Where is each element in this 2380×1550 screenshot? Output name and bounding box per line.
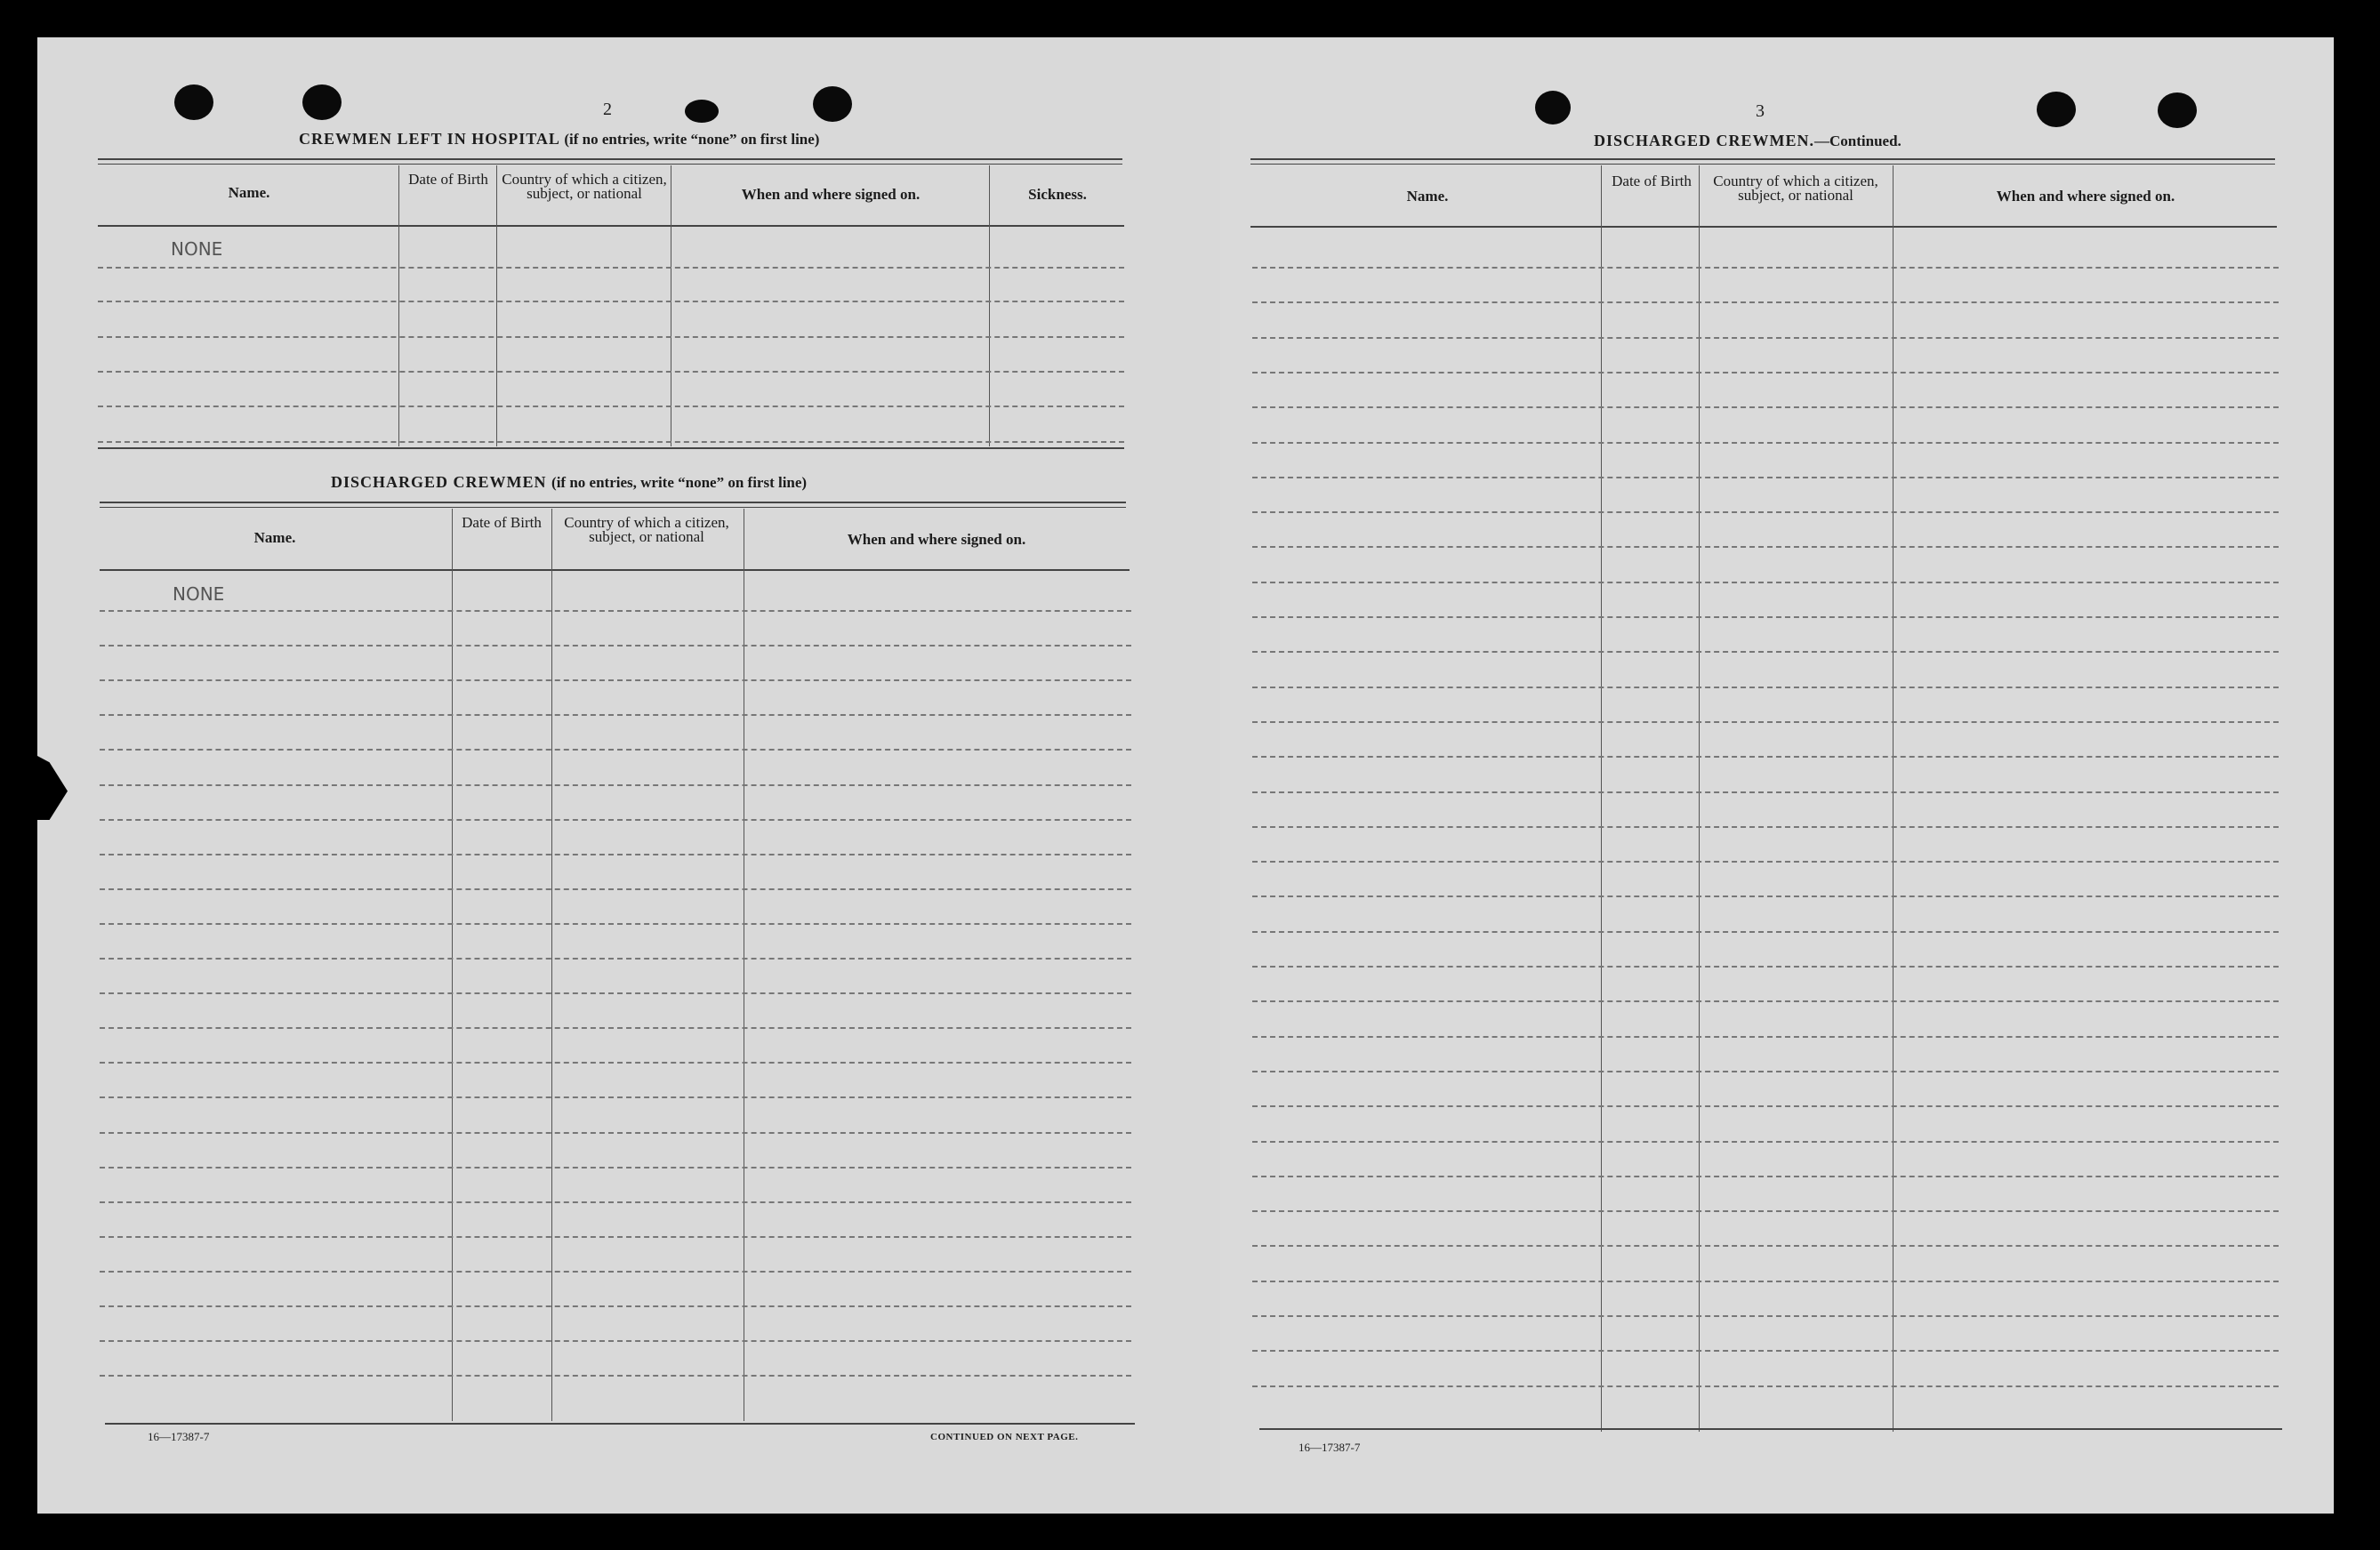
discharged-section-title: DISCHARGED CREWMEN (if no entries, write “none” on first line) [331, 473, 808, 491]
col-header-signed-on: When and where signed on. [847, 531, 1026, 548]
continued-note: CONTINUED ON NEXT PAGE. [930, 1432, 1079, 1442]
form-number-left: 16—17387-7 [148, 1430, 210, 1443]
entry-line [1252, 1071, 2279, 1072]
entry-line [1252, 406, 2279, 408]
entry-line [1252, 1385, 2279, 1387]
entry-line [1252, 511, 2279, 513]
table-top-rule [100, 507, 1126, 508]
entry-line [1252, 1315, 2279, 1317]
entry-line [1252, 1176, 2279, 1177]
entry-line [100, 1340, 1131, 1342]
entry-line [1252, 1000, 2279, 1002]
page-number-right: 3 [1756, 101, 1765, 121]
hospital-section-title: CREWMEN LEFT IN HOSPITAL (if no entries, write “none” on first line) [299, 130, 820, 148]
entry-line [1252, 616, 2279, 618]
entry-line [1252, 861, 2279, 863]
col-header-date-of-birth: Date of Birth [1612, 173, 1692, 189]
entry-line [100, 923, 1131, 925]
entry-line [100, 1375, 1131, 1377]
entry-line [100, 1027, 1131, 1029]
entry-line [1252, 895, 2279, 897]
entry-line [1252, 1281, 2279, 1282]
table-top-rule [100, 502, 1126, 503]
table-top-rule [1250, 158, 2275, 160]
entry-line [100, 854, 1131, 855]
column-divider [398, 165, 399, 446]
col-header-name: Name. [253, 529, 296, 546]
entry-line [1252, 1210, 2279, 1212]
entry-line [1252, 687, 2279, 688]
col-header-signed-on: When and where signed on. [1996, 188, 2175, 205]
entry-line [100, 714, 1131, 716]
column-divider [989, 165, 990, 446]
column-divider [1699, 165, 1700, 1432]
entry-line [100, 1305, 1131, 1307]
column-divider [496, 165, 497, 446]
entry-line [98, 267, 1124, 269]
header-rule [100, 569, 1130, 571]
table-top-rule [1250, 164, 2275, 165]
entry-line [98, 301, 1124, 302]
entry-line [1252, 582, 2279, 583]
col-header-country: Country of which a citizen, subject, or national [564, 514, 729, 545]
punch-hole [813, 86, 852, 122]
col-header-name: Name. [228, 184, 270, 201]
entry-line [100, 992, 1131, 994]
punch-hole [2037, 92, 2076, 127]
entry-line [1252, 477, 2279, 478]
entry-line [1252, 1245, 2279, 1247]
header-rule [98, 225, 1124, 227]
table-bottom-rule [98, 447, 1124, 449]
table-bottom-rule [105, 1423, 1135, 1425]
entry-line [100, 1271, 1131, 1273]
right-page [1220, 37, 2334, 1514]
entry-line [100, 679, 1131, 681]
punch-hole [685, 100, 719, 123]
entry-line [1252, 301, 2279, 303]
entry-line [1252, 546, 2279, 548]
col-header-signed-on: When and where signed on. [741, 186, 921, 203]
entry-line [1252, 337, 2279, 339]
entry-line [1252, 372, 2279, 373]
entry-line [100, 749, 1131, 751]
table-top-rule [98, 164, 1122, 165]
column-divider [1893, 165, 1894, 1432]
table-top-rule [98, 158, 1122, 160]
header-rule [1250, 226, 2277, 228]
entry-line [100, 784, 1131, 786]
col-header-country: Country of which a citizen, subject, or national [1713, 173, 1878, 204]
entry-line [100, 610, 1131, 612]
discharged-entry-name: NONE [173, 583, 225, 605]
entry-line [1252, 931, 2279, 933]
form-number-right: 16—17387-7 [1299, 1441, 1361, 1454]
entry-line [100, 1062, 1131, 1064]
entry-line [1252, 966, 2279, 968]
entry-line [1252, 721, 2279, 723]
entry-line [1252, 1141, 2279, 1143]
punch-hole [302, 84, 342, 120]
entry-line [100, 1096, 1131, 1098]
entry-line [100, 819, 1131, 821]
entry-line [100, 645, 1131, 647]
punch-hole [1535, 91, 1571, 124]
entry-line [1252, 826, 2279, 828]
discharged-continued-title: DISCHARGED CREWMEN.—Continued. [1594, 132, 1902, 149]
col-header-date-of-birth: Date of Birth [408, 171, 488, 188]
entry-line [100, 1236, 1131, 1238]
entry-line [98, 441, 1124, 443]
table-bottom-rule [1259, 1428, 2282, 1430]
entry-line [100, 958, 1131, 960]
page-number-left: 2 [603, 100, 612, 119]
col-header-sickness: Sickness. [1028, 186, 1087, 203]
punch-hole [2158, 92, 2197, 128]
entry-line [100, 1167, 1131, 1169]
entry-line [1252, 756, 2279, 758]
col-header-country: Country of which a citizen, subject, or national [502, 171, 667, 202]
entry-line [1252, 442, 2279, 444]
col-header-date-of-birth: Date of Birth [462, 514, 542, 531]
entry-line [98, 371, 1124, 373]
hospital-entry-name: NONE [171, 238, 223, 260]
entry-line [1252, 1036, 2279, 1038]
entry-line [100, 1201, 1131, 1203]
column-divider [1601, 165, 1602, 1432]
col-header-name: Name. [1406, 188, 1449, 205]
punch-hole [174, 84, 213, 120]
entry-line [1252, 1350, 2279, 1352]
entry-line [98, 336, 1124, 338]
entry-line [1252, 651, 2279, 653]
entry-line [100, 888, 1131, 890]
entry-line [1252, 267, 2279, 269]
entry-line [1252, 1105, 2279, 1107]
entry-line [1252, 791, 2279, 793]
entry-line [100, 1132, 1131, 1134]
entry-line [98, 406, 1124, 407]
